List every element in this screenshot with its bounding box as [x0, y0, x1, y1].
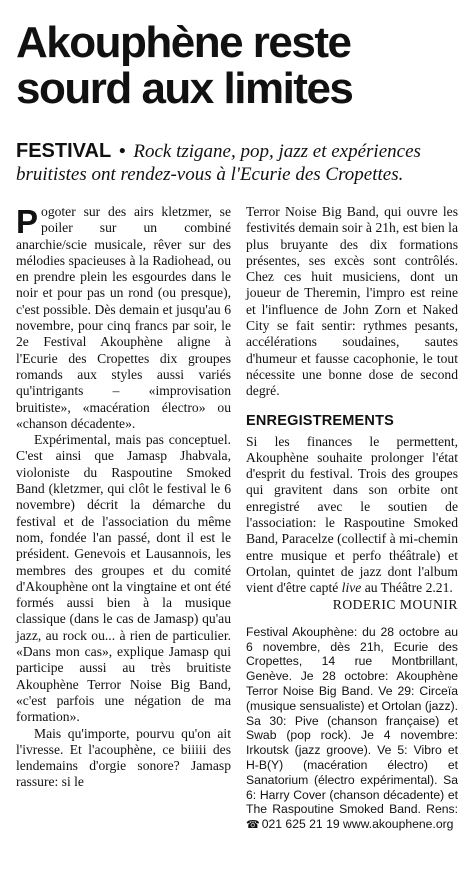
article-deck: Rock tzigane, pop, jazz et expériences bruitistes ont rendez-vous à l'Ecurie des Cropettes. — [16, 141, 421, 185]
drop-cap: P — [16, 203, 39, 240]
author-byline: RODERIC MOUNIR — [332, 596, 458, 612]
event-agenda — [246, 625, 458, 833]
paragraph-text: ogoter sur des airs kletzmer, se poiler sur un combiné anarchie/scie musicale, rêver sur des mélodies spacieuses à la Radiohead, ou en prendre plein les esgourdes dans le noir et pour pas un rond (ou presque), c'est possible. Dès demain et jusqu'au 6 novembre, pour cinq francs par soir, le 2e Festival Akouphène aligne à l'Ecurie des Cropettes dix groupes romands aux styles aussi variés qu'intrigants – «improvisation bruitiste», «macération électro» ou «chanson décadente». — [16, 204, 231, 431]
agenda-text: Festival Akouphène: du 28 octobre au 6 novembre, dès 21h, Ecurie des Cropettes, 14 rue Montbrillant, Genève. Je 28 octobre: Akouphène Terror Noise Big Band. Ve 29: Circeïa (musique sensualiste) et Ortolan (jazz). Sa 30: Pive (chanson française) et Swab (pop rock). Je 4 novembre: Irkoutsk (jazz groove). Ve 5: Vibro et H-B(Y) (macération électro) et Sanatorium (électro expérimental). Sa 6: Harry Cover (chanson décadente) et The Raspoutine Smoked Band. Rens: — [246, 624, 459, 817]
kicker-separator: • — [118, 141, 126, 162]
paragraph-emphasis: live — [341, 580, 362, 596]
section-label: FESTIVAL — [16, 140, 112, 162]
article-kicker — [16, 140, 456, 186]
paragraph-text: au Théâtre 2.21. — [361, 580, 453, 596]
body-paragraph: Expérimental, mais pas conceptuel. C'est ainsi que Jamasp Jhabvala, violoniste du Raspoutine Smoked Band (kletzmer, qui clôt le festival le 6 novembre) décrit la démarche du festival et de l'association du même nom, fondée l'an passé, dont il est le président. Genevois et Lausannois, les membres des groupes et du comité d'Akouphène ont la vingtaine et ont été formés aussi bien à la musique classique (dans le cas de Jamasp) qu'au jazz, au rock ou... à rien de particulier. «Dans mon cas», explique Jamasp qui participe aussi au très bruitiste Akouphène Terror Noise Big Band, «c'est parfois une négation de ma formation». — [16, 432, 231, 725]
article-column-right — [246, 204, 458, 833]
body-paragraph: Mais qu'importe, pourvu qu'on ait l'ivresse. Et l'acouphène, ce biiiii des lendemains d'orgie sonore? Jamasp rassure: si le — [16, 725, 231, 790]
subheading: ENREGISTREMENTS — [246, 412, 395, 429]
agenda-contact: 021 625 21 19 www.akouphene.org — [261, 817, 454, 832]
body-paragraph — [246, 434, 458, 613]
paragraph-text: Si les finances le permettent, Akouphène souhaite prolonger l'état d'esprit du festival. Trois des groupes qui gravitent dans son orbite ont enregistré avec le soutien de l'association: le Raspoutine Smoked Band, Paracelze (collectif à mi-chemin entre musique et perfo théâtrale) et Ortolan, quintet de jazz dont l'album vient d'être capté — [246, 433, 458, 596]
article-column-left — [16, 204, 231, 791]
phone-icon: ☎ — [246, 819, 260, 832]
body-paragraph: Terror Noise Big Band, qui ouvre les festivités demain soir à 21h, est bien la plus bruyante des dix formations présentes, ses excès sont contrôlés. Chez ces huit musiciens, dont un joueur de Theremin, l'impro est reine et l'influence de John Zorn et Naked City se fait sentir: rythmes pesants, accélérations soudaines, sautes d'humeur et fausse cacophonie, le tout nécessite une bonne dose de second degré. — [246, 204, 458, 399]
body-paragraph — [16, 204, 231, 432]
article-headline: Akouphène reste sourd aux limites — [16, 18, 353, 113]
